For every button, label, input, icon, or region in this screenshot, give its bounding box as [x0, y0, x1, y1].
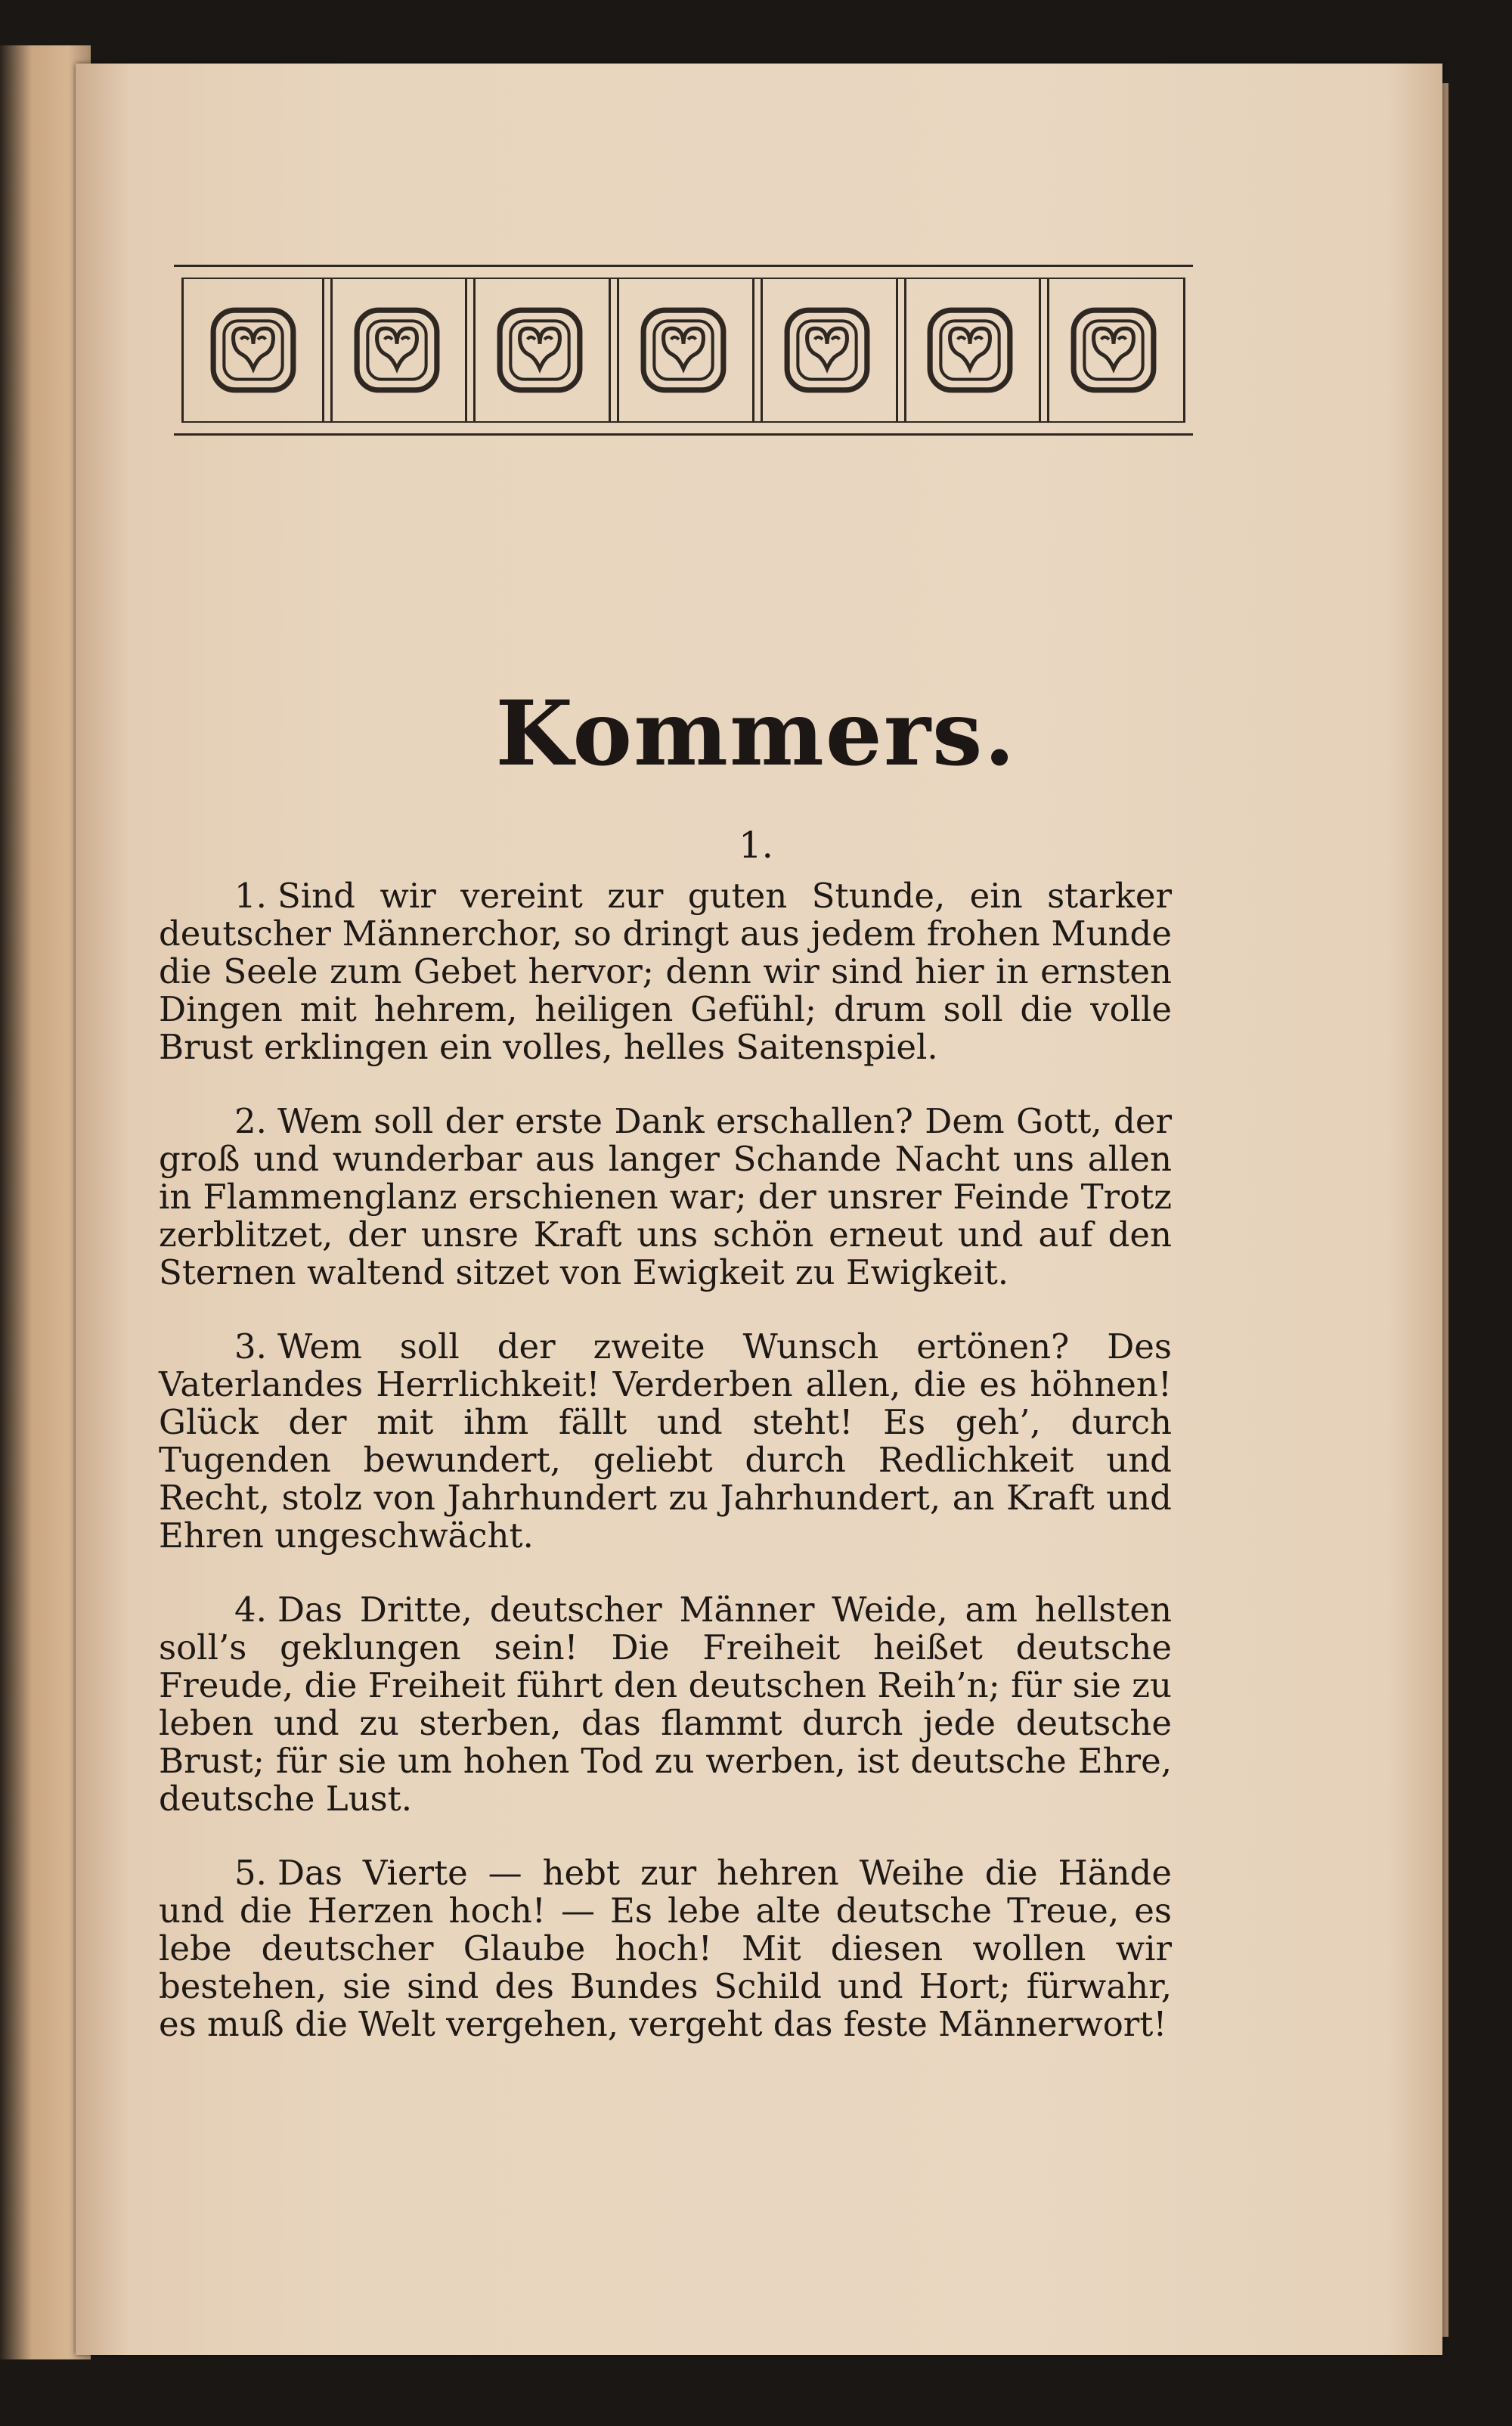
stanza-4 — [159, 1591, 1172, 1818]
ornamental-header-band — [174, 265, 1193, 436]
stanza-text: Wem soll der zweite Wunsch ertönen? Des Vaterlandes Herrlichkeit! Verderben allen, die es höhnen! Glück der mit ihm fällt und steht! Es geh’, durch Tugenden bewundert, geliebt durch Redlichkeit und Recht, stolz von Jahrhundert zu Jahrhundert, an Kraft und Ehren ungeschwächt. — [159, 1326, 1172, 1556]
ornament-scroll-icon — [207, 304, 299, 396]
ornament-cell — [899, 279, 1043, 421]
stanza-2 — [159, 1103, 1172, 1292]
ornament-cell — [612, 279, 755, 421]
ornament-scroll-icon — [1067, 304, 1160, 396]
ornament-scroll-icon — [924, 304, 1016, 396]
stanza-number: 2. — [234, 1101, 267, 1141]
song-text — [159, 877, 1172, 2080]
stanza-3 — [159, 1328, 1172, 1555]
ornament-cell — [325, 279, 469, 421]
ornament-scroll-icon — [637, 304, 730, 396]
stanza-text: Sind wir vereint zur guten Stunde, ein starker deutscher Männerchor, so dringt aus jedem frohen Munde die Seele zum Gebet hervor; denn wir sind hier in ernsten Dingen mit hehrem, heiligen Gefühl; drum soll die volle Brust erklingen ein volles, helles Saitenspiel. — [159, 876, 1172, 1067]
ornament-scroll-icon — [781, 304, 873, 396]
ornament-scroll-icon — [494, 304, 586, 396]
stanza-number: 4. — [234, 1590, 267, 1630]
stanza-5 — [159, 1854, 1172, 2043]
page-title: Kommers. — [495, 681, 1017, 786]
ornament-scroll-icon — [351, 304, 443, 396]
stanza-text: Das Dritte, deutscher Männer Weide, am hellsten soll’s geklungen sein! Die Freiheit heißet deutsche Freude, die Freiheit führt den deutschen Reih’n; für sie zu leben und zu sterben, das flammt durch jede deutsche Brust; für sie um hohen Tod zu werben, ist deutsche Ehre, deutsche Lust. — [159, 1590, 1172, 1819]
ornament-cell — [181, 279, 325, 421]
stanza-1 — [159, 877, 1172, 1066]
stanza-text: Wem soll der erste Dank erschallen? Dem Gott, der groß und wunderbar aus langer Schande Nacht uns allen in Flammenglanz erschienen war; der unsrer Feinde Trotz zerblitzet, der unsre Kraft uns schön erneut und auf den Sternen waltend sitzet von Ewigkeit zu Ewigkeit. — [159, 1101, 1172, 1292]
stanza-text: Das Vierte — hebt zur hehren Weihe die Hände und die Herzen hoch! — Es lebe alte deutsche Treue, es lebe deutscher Glaube hoch! Mit diesen wollen wir bestehen, sie sind des Bundes Schild und Hort; fürwahr, es muß die Welt vergehen, vergeht das feste Männerwort! — [159, 1853, 1172, 2044]
ornament-cell — [468, 279, 612, 421]
ornament-row — [181, 278, 1185, 423]
ornament-cell — [1042, 279, 1185, 421]
ornament-cell — [755, 279, 899, 421]
stanza-number: 3. — [234, 1326, 267, 1367]
section-number: 1. — [739, 824, 773, 867]
stanza-number: 1. — [234, 876, 267, 916]
stanza-number: 5. — [234, 1853, 267, 1893]
